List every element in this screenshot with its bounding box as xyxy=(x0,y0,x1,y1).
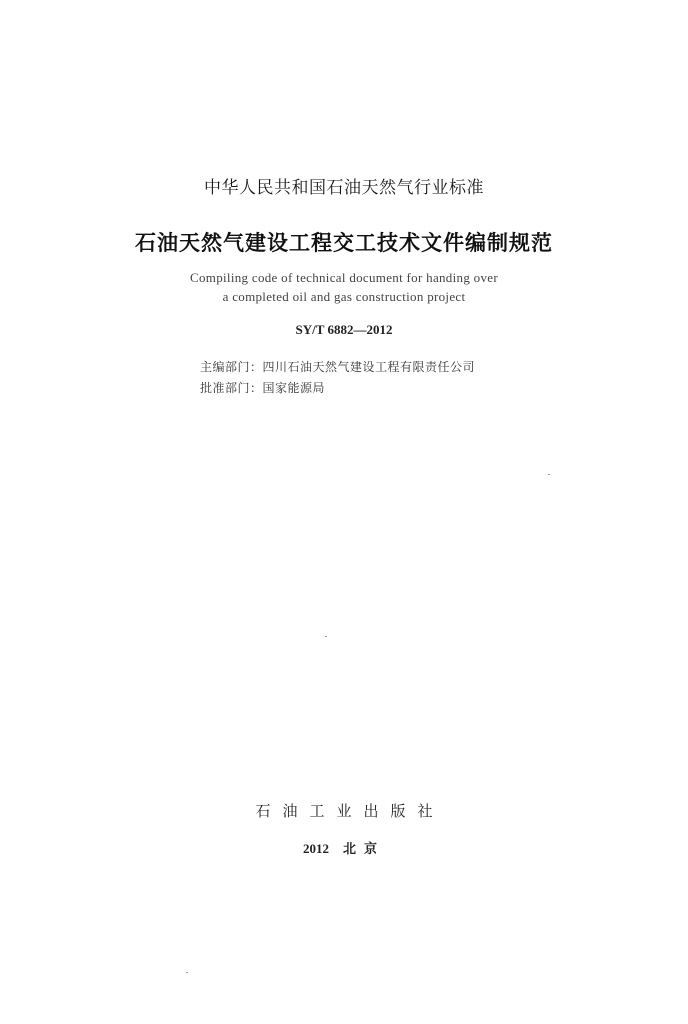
scan-speck xyxy=(325,636,327,637)
publication-city: 北京 xyxy=(342,841,385,856)
document-title-en-line2: a completed oil and gas construction project xyxy=(222,289,466,304)
scan-speck xyxy=(186,972,188,973)
standard-category: 中华人民共和国石油天然气行业标准 xyxy=(204,178,484,198)
publication-info xyxy=(0,838,688,857)
approver-department: 批准部门：国家能源局 xyxy=(200,381,326,395)
standard-number: SY/T 6882—2012 xyxy=(295,322,393,337)
scan-speck xyxy=(548,474,550,475)
editor-department: 主编部门：四川石油天然气建设工程有限责任公司 xyxy=(200,360,476,374)
publisher-name: 石油工业出版社 xyxy=(255,802,445,820)
document-title-cn: 石油天然气建设工程交工技术文件编制规范 xyxy=(135,231,553,255)
publication-year: 2012 xyxy=(302,841,329,856)
document-title-en-line1: Compiling code of technical document for handing over xyxy=(190,270,498,285)
